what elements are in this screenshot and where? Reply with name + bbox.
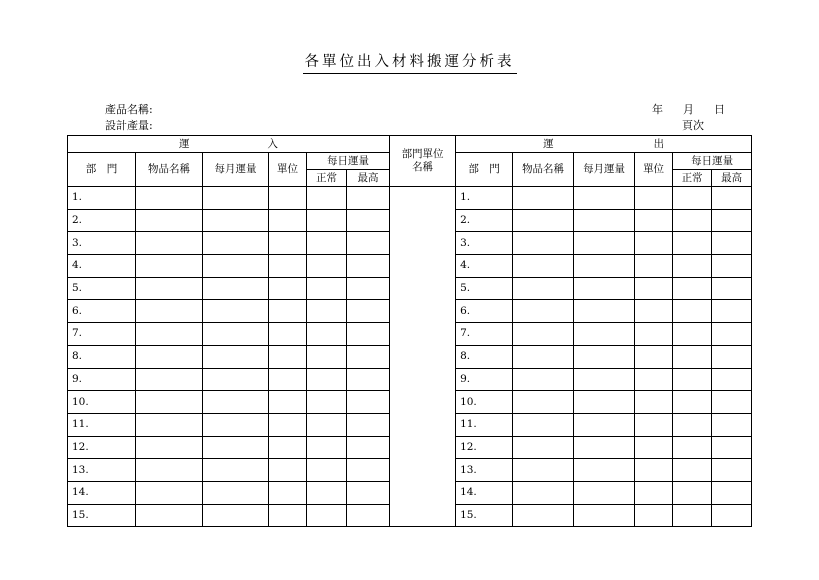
table-cell[interactable] <box>307 345 347 368</box>
out-row-number: 10. <box>456 391 513 414</box>
page-title-text: 各單位出入材料搬運分析表 <box>303 50 517 74</box>
out-row-number: 14. <box>456 481 513 504</box>
table-cell[interactable] <box>673 413 712 436</box>
in-row-number: 4. <box>68 255 136 278</box>
out-col-max: 最高 <box>712 170 752 187</box>
table-cell[interactable] <box>574 187 635 210</box>
table-cell[interactable] <box>203 209 269 232</box>
table-cell[interactable] <box>136 481 203 504</box>
table-cell[interactable] <box>673 187 712 210</box>
out-col-monthly: 每月運量 <box>574 153 635 187</box>
analysis-table <box>67 135 752 527</box>
table-cell[interactable] <box>574 391 635 414</box>
table-cell[interactable] <box>574 368 635 391</box>
in-col-max: 最高 <box>347 170 390 187</box>
table-cell[interactable] <box>673 368 712 391</box>
table-cell[interactable] <box>712 504 752 527</box>
table-cell[interactable] <box>673 323 712 346</box>
in-row-number: 5. <box>68 277 136 300</box>
in-col-daily: 每日運量 <box>307 153 390 170</box>
table-cell[interactable] <box>635 504 673 527</box>
table-cell[interactable] <box>574 481 635 504</box>
in-col-normal: 正常 <box>307 170 347 187</box>
table-cell[interactable] <box>712 255 752 278</box>
out-row-number: 11. <box>456 413 513 436</box>
table-cell[interactable] <box>269 232 307 255</box>
table-cell[interactable] <box>513 345 574 368</box>
table-cell[interactable] <box>712 413 752 436</box>
table-cell[interactable] <box>513 232 574 255</box>
table-cell[interactable] <box>307 255 347 278</box>
table-cell[interactable] <box>635 255 673 278</box>
table-cell[interactable] <box>347 413 390 436</box>
in-row-number: 3. <box>68 232 136 255</box>
table-cell[interactable] <box>347 345 390 368</box>
table-cell[interactable] <box>574 323 635 346</box>
table-cell[interactable] <box>307 391 347 414</box>
table-cell[interactable] <box>269 323 307 346</box>
table-cell[interactable] <box>203 504 269 527</box>
table-cell[interactable] <box>635 413 673 436</box>
table-cell[interactable] <box>673 436 712 459</box>
table-cell[interactable] <box>635 345 673 368</box>
table-cell[interactable] <box>307 209 347 232</box>
table-cell[interactable] <box>513 504 574 527</box>
table-cell[interactable] <box>673 504 712 527</box>
table-cell[interactable] <box>673 232 712 255</box>
out-col-unit: 單位 <box>635 153 673 187</box>
header-row-group <box>68 136 752 153</box>
table-cell[interactable] <box>635 323 673 346</box>
table-cell[interactable] <box>513 368 574 391</box>
date-field <box>652 103 725 116</box>
table-cell[interactable] <box>635 277 673 300</box>
table-cell[interactable] <box>635 187 673 210</box>
table-cell[interactable] <box>269 187 307 210</box>
out-header-char-2: 出 <box>653 137 665 150</box>
table-cell[interactable] <box>513 391 574 414</box>
table-cell[interactable] <box>513 481 574 504</box>
table-cell[interactable] <box>513 277 574 300</box>
table-cell[interactable] <box>673 391 712 414</box>
table-cell[interactable] <box>635 209 673 232</box>
table-cell[interactable] <box>136 413 203 436</box>
table-cell[interactable] <box>307 436 347 459</box>
table-cell[interactable] <box>269 368 307 391</box>
table-cell[interactable] <box>269 277 307 300</box>
month-label: 月 <box>683 103 694 116</box>
out-col-department: 部 門 <box>456 153 513 187</box>
out-header <box>456 136 752 153</box>
table-cell[interactable] <box>307 277 347 300</box>
table-cell[interactable] <box>269 255 307 278</box>
in-row-number: 8. <box>68 345 136 368</box>
in-row-number: 1. <box>68 187 136 210</box>
out-row-number: 7. <box>456 323 513 346</box>
table-cell[interactable] <box>269 391 307 414</box>
out-header-char-1: 運 <box>543 137 554 150</box>
in-header-char-2: 入 <box>267 137 279 150</box>
table-cell[interactable] <box>347 323 390 346</box>
in-row-number: 14. <box>68 481 136 504</box>
table-cell[interactable] <box>673 255 712 278</box>
table-cell[interactable] <box>136 504 203 527</box>
table-cell[interactable] <box>712 187 752 210</box>
table-cell[interactable] <box>712 436 752 459</box>
table-cell[interactable] <box>574 300 635 323</box>
table-cell[interactable] <box>307 504 347 527</box>
out-col-item-name: 物品名稱 <box>513 153 574 187</box>
table-cell[interactable] <box>347 300 390 323</box>
table-cell[interactable] <box>203 323 269 346</box>
table-cell[interactable] <box>136 436 203 459</box>
table-cell[interactable] <box>136 459 203 482</box>
table-cell[interactable] <box>269 209 307 232</box>
out-row-number: 15. <box>456 504 513 527</box>
table-cell[interactable] <box>307 368 347 391</box>
table-cell[interactable] <box>347 436 390 459</box>
table-cell[interactable] <box>203 459 269 482</box>
in-row-number: 11. <box>68 413 136 436</box>
table-cell[interactable] <box>203 232 269 255</box>
table-cell[interactable] <box>269 436 307 459</box>
out-row-number: 12. <box>456 436 513 459</box>
table-cell[interactable] <box>712 459 752 482</box>
table-cell[interactable] <box>673 345 712 368</box>
table-cell[interactable] <box>136 277 203 300</box>
table-cell[interactable] <box>712 277 752 300</box>
table-cell[interactable] <box>635 391 673 414</box>
middle-header-line-1: 部門單位 <box>401 148 444 160</box>
table-cell[interactable] <box>203 391 269 414</box>
table-cell[interactable] <box>347 459 390 482</box>
table-cell[interactable] <box>712 481 752 504</box>
table-cell[interactable] <box>574 255 635 278</box>
table-cell[interactable] <box>307 187 347 210</box>
table-cell[interactable] <box>347 368 390 391</box>
out-col-normal: 正常 <box>673 170 712 187</box>
table-cell[interactable] <box>269 504 307 527</box>
table-cell[interactable] <box>307 459 347 482</box>
table-cell[interactable] <box>203 300 269 323</box>
table-cell[interactable] <box>347 277 390 300</box>
table-cell[interactable] <box>712 300 752 323</box>
table-cell[interactable] <box>136 209 203 232</box>
in-row-number: 13. <box>68 459 136 482</box>
table-cell[interactable] <box>635 436 673 459</box>
table-cell[interactable] <box>712 345 752 368</box>
table-cell[interactable] <box>307 413 347 436</box>
table-cell[interactable] <box>712 391 752 414</box>
table-cell[interactable] <box>574 209 635 232</box>
table-cell[interactable] <box>635 300 673 323</box>
table-cell[interactable] <box>513 187 574 210</box>
table-cell[interactable] <box>347 504 390 527</box>
in-row-number: 6. <box>68 300 136 323</box>
page-title <box>0 50 819 74</box>
table-cell[interactable] <box>574 345 635 368</box>
table-cell[interactable] <box>307 481 347 504</box>
table-cell[interactable] <box>513 413 574 436</box>
in-col-unit: 單位 <box>269 153 307 187</box>
in-row-number: 10. <box>68 391 136 414</box>
out-row-number: 13. <box>456 459 513 482</box>
page-number-label: 頁次 <box>682 119 704 132</box>
table-cell[interactable] <box>347 232 390 255</box>
table-cell[interactable] <box>136 255 203 278</box>
table-cell[interactable] <box>136 345 203 368</box>
out-col-daily: 每日運量 <box>673 153 752 170</box>
in-row-number: 15. <box>68 504 136 527</box>
table-cell[interactable] <box>574 232 635 255</box>
table-cell[interactable] <box>513 300 574 323</box>
table-cell[interactable] <box>347 255 390 278</box>
table-cell[interactable] <box>307 323 347 346</box>
table-cell[interactable] <box>513 323 574 346</box>
out-row-number: 3. <box>456 232 513 255</box>
table-cell[interactable] <box>673 300 712 323</box>
table-cell[interactable] <box>673 209 712 232</box>
table-cell[interactable] <box>673 277 712 300</box>
table-cell[interactable] <box>513 209 574 232</box>
table-cell[interactable] <box>712 232 752 255</box>
day-label: 日 <box>714 103 725 116</box>
table-cell[interactable] <box>203 368 269 391</box>
table-cell[interactable] <box>136 323 203 346</box>
table-cell[interactable] <box>136 187 203 210</box>
in-row-number: 12. <box>68 436 136 459</box>
middle-header <box>390 136 456 187</box>
in-row-number: 7. <box>68 323 136 346</box>
table-cell[interactable] <box>136 368 203 391</box>
table-cell[interactable] <box>635 459 673 482</box>
table-cell[interactable] <box>136 232 203 255</box>
table-cell[interactable] <box>712 323 752 346</box>
table-cell[interactable] <box>347 187 390 210</box>
table-cell[interactable] <box>574 436 635 459</box>
design-output-label: 設計產量: <box>105 119 153 132</box>
table-cell[interactable] <box>203 481 269 504</box>
table-cell[interactable] <box>136 391 203 414</box>
out-row-number: 9. <box>456 368 513 391</box>
table-cell[interactable] <box>307 232 347 255</box>
middle-column-cell[interactable] <box>390 187 456 527</box>
in-header <box>68 136 390 153</box>
out-row-number: 2. <box>456 209 513 232</box>
table-cell[interactable] <box>203 187 269 210</box>
out-row-number: 5. <box>456 277 513 300</box>
table-cell[interactable] <box>712 368 752 391</box>
in-col-item-name: 物品名稱 <box>136 153 203 187</box>
table-cell[interactable] <box>347 481 390 504</box>
out-row-number: 1. <box>456 187 513 210</box>
year-label: 年 <box>652 103 663 116</box>
in-col-monthly: 每月運量 <box>203 153 269 187</box>
in-col-department: 部 門 <box>68 153 136 187</box>
table-cell[interactable] <box>673 481 712 504</box>
middle-header-line-2: 名稱 <box>412 161 434 173</box>
in-row-number: 9. <box>68 368 136 391</box>
table-cell[interactable] <box>574 413 635 436</box>
table-cell[interactable] <box>635 232 673 255</box>
table-cell[interactable] <box>203 413 269 436</box>
table-cell[interactable] <box>574 459 635 482</box>
out-row-number: 8. <box>456 345 513 368</box>
table-cell[interactable] <box>269 345 307 368</box>
out-row-number: 6. <box>456 300 513 323</box>
table-row <box>68 187 752 210</box>
table-cell[interactable] <box>712 209 752 232</box>
in-header-char-1: 運 <box>179 137 190 150</box>
table-cell[interactable] <box>513 436 574 459</box>
product-name-label: 產品名稱: <box>105 103 153 116</box>
table-cell[interactable] <box>269 459 307 482</box>
table-cell[interactable] <box>269 413 307 436</box>
table-cell[interactable] <box>574 277 635 300</box>
table-cell[interactable] <box>635 481 673 504</box>
table-cell[interactable] <box>673 459 712 482</box>
table-cell[interactable] <box>136 300 203 323</box>
in-row-number: 2. <box>68 209 136 232</box>
table-cell[interactable] <box>269 300 307 323</box>
table-cell[interactable] <box>203 277 269 300</box>
table-cell[interactable] <box>203 345 269 368</box>
table-cell[interactable] <box>513 459 574 482</box>
table-cell[interactable] <box>203 255 269 278</box>
table-cell[interactable] <box>513 255 574 278</box>
out-row-number: 4. <box>456 255 513 278</box>
table-cell[interactable] <box>307 300 347 323</box>
table-cell[interactable] <box>635 368 673 391</box>
table-cell[interactable] <box>347 391 390 414</box>
table-cell[interactable] <box>347 209 390 232</box>
table-cell[interactable] <box>574 504 635 527</box>
table-cell[interactable] <box>269 481 307 504</box>
table-cell[interactable] <box>203 436 269 459</box>
